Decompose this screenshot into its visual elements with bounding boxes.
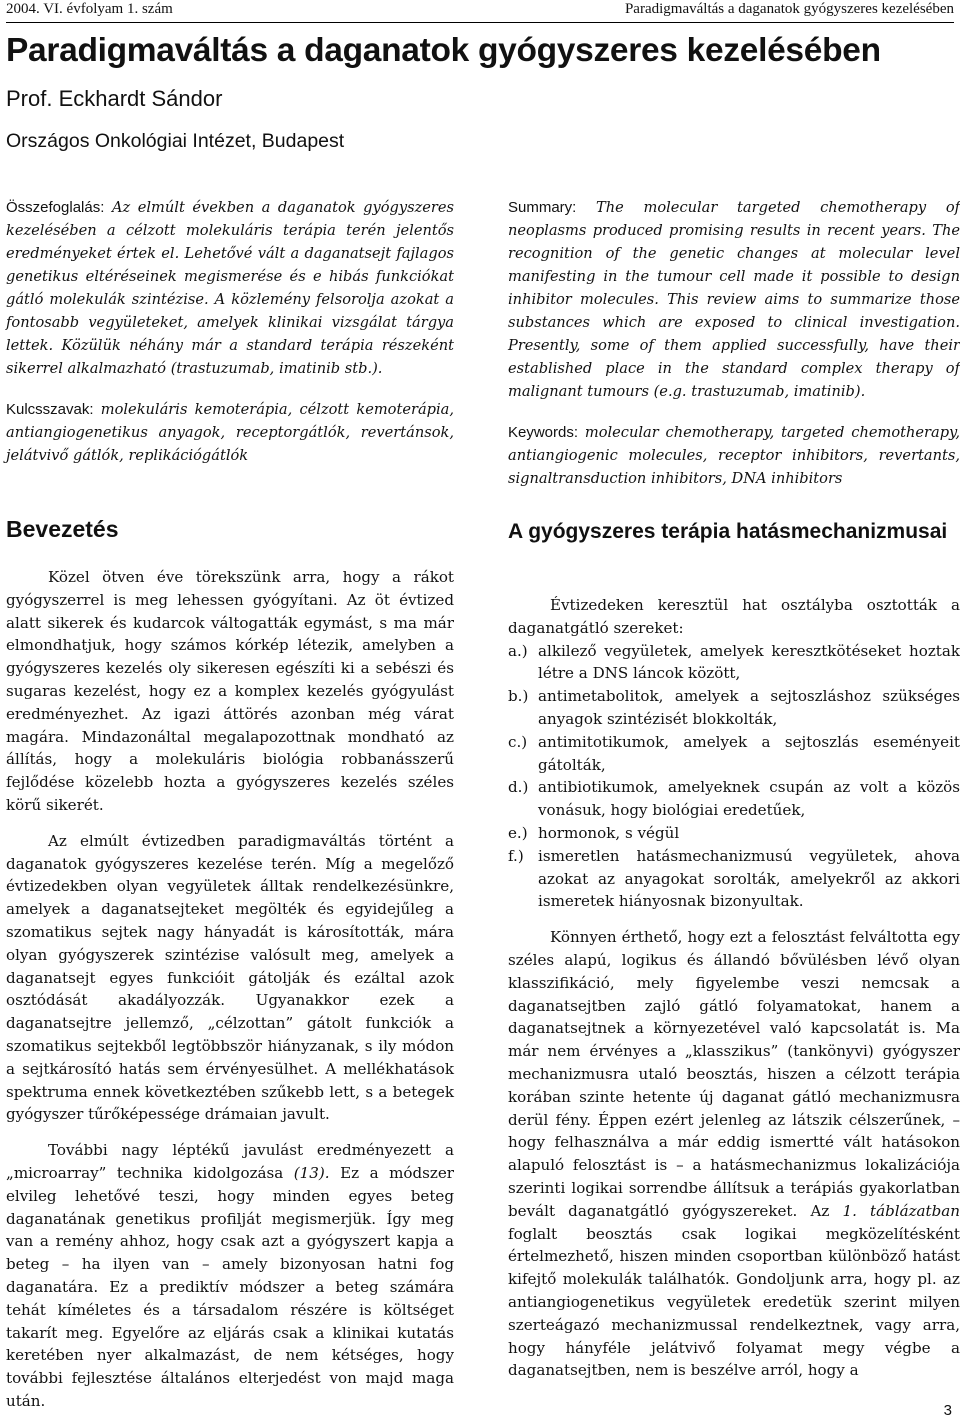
list-item-text: hormonok, s végül	[538, 823, 680, 842]
section-heading-mechanisms: A gyógyszeres terápia hatásmechanizmusai	[508, 520, 948, 543]
abstract-en-label: Summary:	[508, 199, 577, 216]
drug-class-item	[508, 685, 960, 731]
mechanisms-body	[508, 594, 960, 1382]
drug-class-item	[508, 776, 960, 822]
intro-paragraph-2: Az elmúlt évtizedben paradigmaváltás történt a daganatok gyógyszeres kezelése terén. Míg a megelőző évtizedekben olyan vegyületek álltak rendelkezésünkre, amelyek a daganatsejteket megölték és egyidejűleg a szomatikus sejtek nagy hányadát is károsították, mára olyan gyógyszerek szintézise valósult meg, amelyek a daganatsejt egyes funkcióit gátolják és ezáltal azok osztódását akadályozzák. Ugyanakkor ezek a daganatsejtre jellemző, „célzottan” gátolt funkciók a szomatikus sejtekből legtöbbször hiányzanak, s ily módon a sejtkárosító hatás sem érvényesülhet. A mellékhatások spektruma ennek következtében szűkebb lett, s a betegek gyógyszer tűrőképessége drámaian javult.	[6, 831, 454, 1124]
running-header	[6, 0, 954, 22]
list-item-text: ismeretlen hatásmechanizmusú vegyületek, ahova azokat az anyagokat sorolták, amelyekről az akkori ismeretek hiányosnak bizonyultak.	[538, 846, 960, 911]
table-reference: 1. táblázatban	[842, 1201, 960, 1220]
list-marker: b.)	[508, 687, 529, 706]
drug-class-item	[508, 731, 960, 777]
list-item-text: antibiotikumok, amelyeknek csupán az volt a közös vonásuk, hogy biológiai eredetűek,	[538, 778, 960, 820]
author: Prof. Eckhardt Sándor	[6, 86, 223, 111]
abstract-en	[508, 196, 960, 490]
list-item-text: alkilező vegyületek, amelyek keresztkötéseket hoztak létre a DNS láncok között,	[538, 641, 960, 683]
page-number: 3	[943, 1402, 952, 1419]
institution: Országos Onkológiai Intézet, Budapest	[6, 130, 345, 152]
keywords-hu-text: molekuláris kemoterápia, célzott kemoterápia, antiangiogenetikus anyagok, receptorgátlók, revertánsok, jelátvivő gátlók, replikációgátlók	[6, 401, 454, 464]
keywords-en-text: molecular chemotherapy, targeted chemotherapy, antiangiogenic molecules, receptor inhibitors, revertants, signaltransduction inhibitors, DNA inhibitors	[508, 424, 960, 487]
list-marker: c.)	[508, 732, 528, 751]
citation-ref: (13).	[293, 1163, 330, 1182]
mechanisms-intro: Évtizedeken keresztül hat osztályba osztották a daganatgátló szereket:	[508, 596, 960, 637]
header-rule	[6, 22, 954, 23]
list-marker: f.)	[508, 846, 524, 865]
drug-class-list	[508, 640, 960, 914]
keywords-en-label: Keywords:	[508, 424, 579, 441]
abstract-en-text: The molecular targeted chemotherapy of neoplasms produced promising results in recent years. The recognition of the genetic changes at molecular level manifesting in the tumour cell made it possible to design inhibitor molecules. This review aims to summarize those substances which are exposed to clinical investigation. Presently, some of them applied successfully, have their established place in the standard complex therapy of malignant tumours (e.g. trastuzumab, imatinib).	[508, 199, 960, 400]
abstract-hu-text: Az elmúlt években a daganatok gyógyszeres kezelésében a célzott molekuláris terápia terén jelentős eredményeket értek el. Lehetővé vált a daganatsejt fajlagos genetikus eltéréseinek megismerése és e hibás funkciókat gátló molekulák szintézise. A közlemény felsorolja azokat a fontosabb vegyületeket, amelyek klinikai vizsgálat tárgya lettek. Közülük néhány már a standard terápia részeként sikerrel alkalmazható (trastuzumab, imatinib stb.).	[6, 199, 455, 377]
list-item-text: antimitotikumok, amelyek a sejtoszlás eseményeit gátolták,	[538, 732, 960, 774]
article-title: Paradigmaváltás a daganatok gyógyszeres kezelésében	[6, 32, 881, 69]
drug-class-item	[508, 845, 960, 913]
list-marker: a.)	[508, 641, 528, 660]
intro-paragraph-1: Közel ötven éve törekszünk arra, hogy a rákot gyógyszerrel is meg lehessen gyógyítani. Az öt évtized alatt sikerek és kudarcok váltogatták egymást, s ma már elmondhatjuk, hogy számos kórkép létezik, amelyben a gyógyszeres kezelés oly sikeresen egészíti ki a sebészi és sugaras kezelést, hogy ez a komplex kezelés gyógyulást eredményezhet. Az igazi áttörés azonban még várat magára. Mindazonáltal megalapozottnak mondható az állítás, hogy a molekuláris biológia robbanásszerű fejlődése közelebb hozta a gyógyszeres kezelés széles körű sikerét.	[6, 568, 454, 814]
list-marker: d.)	[508, 778, 529, 797]
keywords-hu-label: Kulcsszavak:	[6, 401, 94, 418]
intro-p3-a: További nagy léptékű javulást eredményezett a „microarray” technika kidolgozása	[6, 1141, 454, 1182]
journal-issue: 2004. VI. évfolyam 1. szám	[6, 1, 173, 17]
intro-body	[6, 566, 454, 1413]
mechanisms-paragraph-2	[508, 926, 960, 1382]
intro-paragraph-3	[6, 1139, 454, 1413]
abstract-hu-label: Összefoglalás:	[6, 199, 105, 216]
list-marker: e.)	[508, 823, 528, 842]
drug-class-item	[508, 822, 960, 845]
running-title: Paradigmaváltás a daganatok gyógyszeres kezelésében	[624, 1, 954, 17]
intro-p3-b: Ez a módszer elvileg lehetővé teszi, hogy minden egyes beteg daganatának genetikus profilját megismerjük. Így meg van a remény ahhoz, hogy csak azt a gyógyszert kapja a beteg – ha ilyen van – amely bizonyosan hatni fog daganatára. Ez a prediktív módszer a beteg számára tehát kíméletes és a társadalom részére is költséget takarít meg. Egyelőre az eljárás csak a klinikai kutatás keretében nyer alkalmazást, de nem kétséges, hogy további fejlesztése általános elterjedést von majd maga után.	[6, 1163, 454, 1410]
abstract-hu	[6, 196, 454, 467]
section-heading-intro: Bevezetés	[6, 516, 119, 542]
list-item-text: antimetabolitok, amelyek a sejtoszláshoz szükséges anyagok szintézisét blokkolták,	[538, 687, 960, 728]
drug-class-item	[508, 640, 960, 686]
mech-p2-a: Könnyen érthető, hogy ezt a felosztást felváltotta egy széles alapú, logikus és állandó bővülésben lévő olyan klasszifikáció, mely figyelembe veszi nemcsak a daganatsejtben zajló gátló folyamatokat, hanem a daganatsejtnek a környezetével való kapcsolatát is. Ma már nem érvényes a „klasszikus” (tankönyvi) gyógyszer mechanizmusra utaló beosztás, hiszen a célzott terápia korában szinte hetente új daganat gátló mechanizmusra derül fény. Éppen ezért jelenleg az látszik célszerűnek, – hogy felhasználva a már eddig ismertté vált hatásokon alapuló felosztást is – a hatásmechanizmus lokalizációja szerinti logikai sorrendbe állítsuk a terápiás gyakorlatban bevált daganatgátló gyógyszereket. Az	[508, 928, 960, 1220]
mech-p2-b: foglalt beosztás csak logikai megközelítésként értelmezhető, hiszen minden csoportban különböző hatást kifejtő molekulák találhatók. Gondoljunk arra, hogy pl. az antiangiogenetikus vegyületek eredetük szerint milyen szerteágazó mechanizmussal rendelkeztnek, vagy arra, hogy hányféle jelátvivő folyamat megy végbe a daganatsejtben, nem is beszélve arról, hogy a	[508, 1224, 960, 1380]
